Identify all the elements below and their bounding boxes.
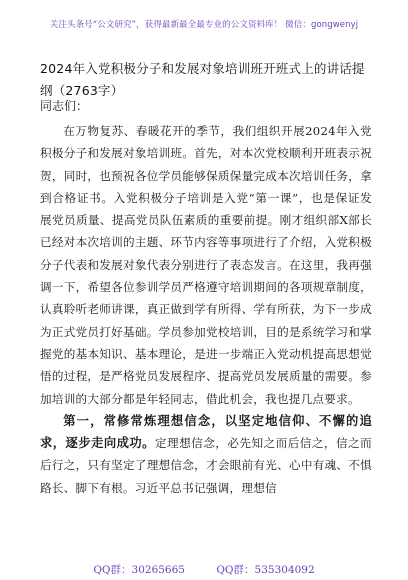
- paragraph-2-text: 定理想信念，必先知之而后信之，信之而后行之，只有坚定了理想信念，才会眼前有光、心中有魂、不惧路长、脚下有根。习近平总书记强调，理想信: [40, 436, 372, 495]
- header-note: 关注头条号“公文研究”，获得最新最全最专业的公文资料库！ 微信：gongwenyj: [49, 20, 359, 30]
- paragraph-2: [40, 410, 372, 499]
- paragraph-1: 在万物复苏、春暖花开的季节，我们组织开展2024年入党积极分子和发展对象培训班。首先，对本次党校顺利开班表示祝贺，同时，也预祝各位学员能够保质保量完成本次培训任务，拿到合格证书。入党积极分子培训是入党“第一课”，也是保证发展党员质量、提高党员队伍素质的重要前提。刚才组织部X部长已经对本次培训的主题、环节内容等事项进行了介绍，入党积极分子代表和发展对象代表分别进行了表态发言。在这里，我再强调一下，希望各位参训学员严格遵守培训期间的各项规章制度，认真聆听老师讲课，真正做到学有所得、学有所获，为下一步成为正式党员打好基础。学员参加党校培训，目的是系统学习和掌握党的基本知识、基本理论，是进一步端正入党动机提高思想觉悟的过程，是严格党员发展程序、提高党员发展质量的需要。参加培训的大部分都是年轻同志，借此机会，我也提几点要求。: [40, 124, 372, 406]
- salutation: 同志们：: [40, 99, 89, 113]
- document-title: 2024年入党积极分子和发展对象培训班开班式上的讲话提纲（2763字）: [40, 61, 365, 98]
- section-heading-1: 第一，常修常炼理想信念，以坚定地信仰、不懈的追求，逐步走向成功。: [40, 413, 372, 451]
- qq-group-1: QQ群：30265665: [93, 564, 185, 576]
- footer-contacts: [0, 562, 408, 577]
- document-body: [40, 120, 372, 499]
- qq-group-2: QQ群：535304092: [216, 564, 315, 576]
